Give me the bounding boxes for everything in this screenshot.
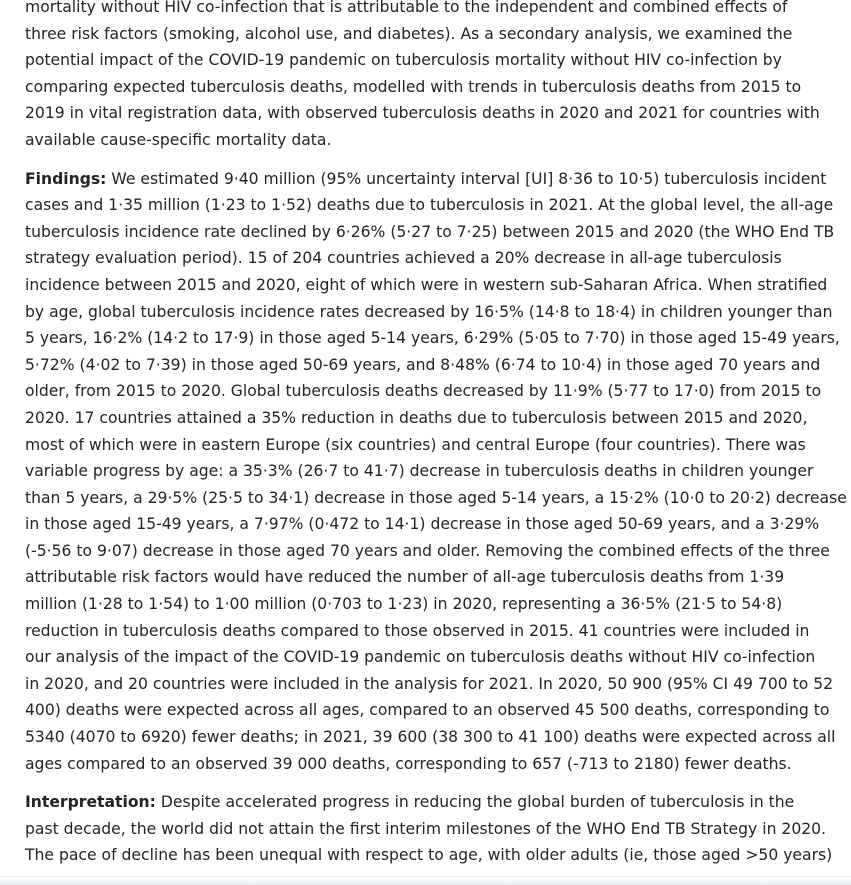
- text-line: 2019 in vital registration data, with observed tuberculosis deaths in 2020 and 2021 for countries with: [25, 104, 820, 123]
- text-line: attributable risk factors would have reduced the number of all-age tuberculosis deaths from 1·39: [25, 568, 785, 587]
- text-line: [25, 789, 825, 816]
- text-line: 5·72% (4·02 to 7·39) in those aged 50-69 years, and 8·48% (6·74 to 10·4) in those aged 70 years and: [25, 355, 821, 374]
- text-line: strategy evaluation period). 15 of 204 countries achieved a 20% decrease in all-age tuberculosis: [25, 249, 782, 268]
- text-line: most of which were in eastern Europe (six countries) and central Europe (four countries). There was: [25, 435, 806, 454]
- text-line: incidence between 2015 and 2020, eight of which were in western sub-Saharan Africa. When stratified: [25, 275, 828, 294]
- text-line: (-5·56 to 9·07) decrease in those aged 70 years and older. Removing the combined effects of the three: [25, 541, 830, 560]
- interpretation-first-line: Despite accelerated progress in reducing the global burden of tuberculosis in the: [155, 793, 795, 812]
- text-line: 2020. 17 countries attained a 35% reduction in deaths due to tuberculosis between 2015 and 2020,: [25, 408, 808, 427]
- text-line: by age, global tuberculosis incidence rates decreased by 16·5% (14·8 to 18·4) in children younger than: [25, 302, 833, 321]
- text-line: our analysis of the impact of the COVID-19 pandemic on tuberculosis deaths without HIV co-infection: [25, 648, 816, 667]
- interpretation-paragraph: [25, 789, 833, 869]
- text-line: mortality without HIV co-infection that is attributable to the independent and combined effects of: [25, 0, 788, 16]
- text-line: available cause-specific mortality data.: [25, 130, 332, 149]
- text-line: ages compared to an observed 39 000 deaths, corresponding to 657 (-713 to 2180) fewer deaths.: [25, 754, 792, 773]
- text-line: tuberculosis incidence rate declined by 6·26% (5·27 to 7·25) between 2015 and 2020 (the WHO End TB: [25, 222, 835, 241]
- text-line: The pace of decline has been unequal with respect to age, with older adults (ie, those aged >50 years): [25, 846, 833, 865]
- text-line: in those aged 15-49 years, a 7·97% (0·472 to 14·1) decrease in those aged 50-69 years, and a 3·29%: [25, 515, 820, 534]
- findings-label: Findings:: [25, 169, 107, 188]
- text-line: cases and 1·35 million (1·23 to 1·52) deaths due to tuberculosis in 2021. At the global level, the all-age: [25, 196, 834, 215]
- text-line: 5340 (4070 to 6920) fewer deaths; in 2021, 39 600 (38 300 to 41 100) deaths were expected across all: [25, 728, 836, 747]
- text-line: 5 years, 16·2% (14·2 to 17·9) in those aged 5-14 years, 6·29% (5·05 to 7·70) in those aged 15-49 years,: [25, 329, 840, 348]
- text-line: 400) deaths were expected across all ages, compared to an observed 45 500 deaths, corresponding to: [25, 701, 830, 720]
- findings-paragraph: [25, 166, 847, 778]
- text-line: than 5 years, a 29·5% (25·5 to 34·1) decrease in those aged 5-14 years, a 15·2% (10·0 to 20·2) decrease: [25, 488, 847, 507]
- text-line: [25, 166, 825, 193]
- text-line: potential impact of the COVID-19 pandemic on tuberculosis mortality without HIV co-infection by: [25, 51, 782, 70]
- text-line: older, from 2015 to 2020. Global tuberculosis deaths decreased by 11·9% (5·77 to 17·0) from 2015 to: [25, 382, 822, 401]
- methods-paragraph: [25, 0, 825, 154]
- interpretation-label: Interpretation:: [25, 793, 156, 812]
- abstract-text: [25, 0, 847, 881]
- text-line: variable progress by age: a 35·3% (26·7 to 41·7) decrease in tuberculosis deaths in children younger: [25, 462, 814, 481]
- text-line: three risk factors (smoking, alcohol use, and diabetes). As a secondary analysis, we examined the: [25, 24, 793, 43]
- horizontal-scrollbar[interactable]: [0, 876, 851, 885]
- text-line: million (1·28 to 1·54) to 1·00 million (0·703 to 1·23) in 2020, representing a 36·5% (21·5 to 54·8): [25, 595, 783, 614]
- findings-first-line: We estimated 9·40 million (95% uncertainty interval [UI] 8·36 to 10·5) tuberculosis incident: [106, 169, 827, 188]
- text-line: in 2020, and 20 countries were included in the analysis for 2021. In 2020, 50 900 (95% CI 49 700 to 52: [25, 674, 834, 693]
- text-line: comparing expected tuberculosis deaths, modelled with trends in tuberculosis deaths from 2015 to: [25, 77, 802, 96]
- text-line: reduction in tuberculosis deaths compared to those observed in 2015. 41 countries were included in: [25, 621, 810, 640]
- text-line: past decade, the world did not attain the first interim milestones of the WHO End TB Strategy in 2020.: [25, 819, 827, 838]
